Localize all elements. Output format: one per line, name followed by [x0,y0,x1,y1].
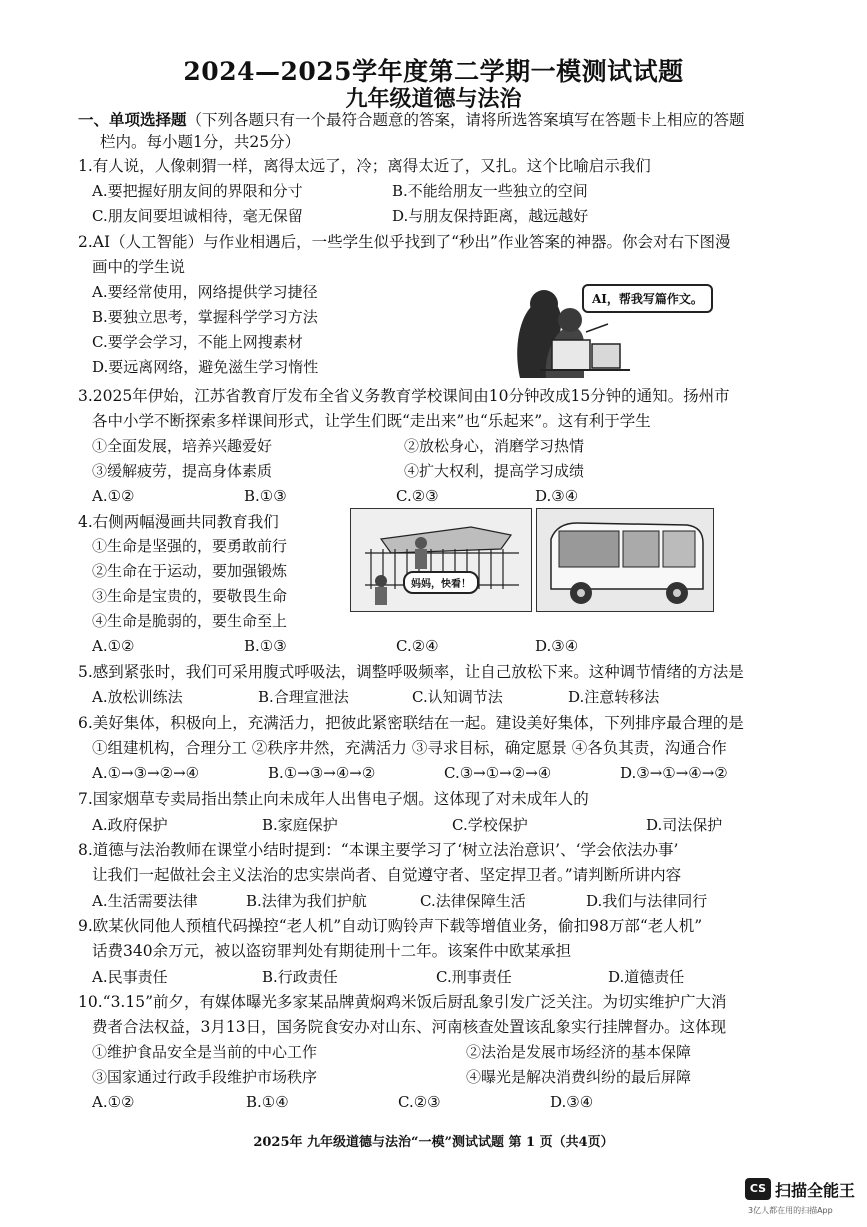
section-instructions-cont: 栏内。每小题1分，共25分） [100,133,301,151]
question-3-statement-2: ②放松身心，消磨学习热情 [404,437,585,455]
comic-speech-bubble: 妈妈，快看！ [403,571,479,594]
question-4-option-a: A.①② [92,637,135,655]
question-10-option-b: B.①④ [246,1093,289,1111]
question-4-option-b: B.①③ [244,637,287,655]
question-3-stem: 3.2025年伊始，江苏省教育厅发布全省义务教育学校课间由10分钟改成15分钟的通知。扬州市 [78,387,730,405]
question-8-option-d: D.我们与法律同行 [586,892,708,910]
question-4-option-c: C.②④ [396,637,439,655]
question-10-option-a: A.①② [92,1093,135,1111]
question-7-stem: 7.国家烟草专卖局指出禁止向未成年人出售电子烟。这体现了对未成年人的 [78,790,589,808]
question-3-option-a: A.①② [92,487,135,505]
question-2-option-a: A.要经常使用，网络提供学习捷径 [92,283,318,301]
cartoon-speech-bubble: AI，帮我写篇作文。 [582,284,713,313]
question-3-option-b: B.①③ [244,487,287,505]
question-10-option-d: D.③④ [550,1093,594,1111]
question-10-stem: 10.“3.15”前夕，有媒体曝光多家某品牌黄焖鸡米饭后厨乱象引发广泛关注。为切实维护广大消 [78,993,727,1011]
question-2-option-b: B.要独立思考，掌握科学学习方法 [92,308,318,326]
exam-title: 2024—2025学年度第二学期一模测试试题 [183,57,684,86]
scanner-app-tagline: 3亿人都在用的扫描App [748,1206,833,1215]
comic-right-bus [536,508,714,612]
comic-left-drawing [351,509,531,611]
question-3-statement-4: ④扩大权利，提高学习成绩 [404,462,585,480]
question-4-statement-2: ②生命在于运动，要加强锻炼 [92,562,288,580]
question-9-stem: 9.欧某伙同他人预植代码操控“老人机”自动订购铃声下载等增值业务，偷扣98万部“老人机” [78,917,703,935]
question-5-option-d: D.注意转移法 [568,688,660,706]
question-2-stem-cont: 画中的学生说 [92,258,186,276]
question-6-stem: 6.美好集体，积极向上，充满活力，把彼此紧密联结在一起。建设美好集体，下列排序最合理的是 [78,714,744,732]
question-1-option-c: C.朋友间要坦诚相待，毫无保留 [92,207,303,225]
question-3-statement-1: ①全面发展，培养兴趣爱好 [92,437,273,455]
question-8-option-b: B.法律为我们护航 [246,892,367,910]
question-8-stem: 8.道德与法治教师在课堂小结时提到：“本课主要学习了‘树立法治意识’、‘学会依法办事’ [78,841,679,859]
question-9-option-b: B.行政责任 [262,968,338,986]
question-4-stem: 4.右侧两幅漫画共同教育我们 [78,513,279,531]
question-6-option-b: B.①→③→④→② [268,764,376,782]
question-9-option-c: C.刑事责任 [436,968,512,986]
question-1-stem: 1.有人说，人像刺猬一样，离得太远了，冷；离得太近了，又扎。这个比喻启示我们 [78,157,651,175]
question-10-option-c: C.②③ [398,1093,441,1111]
section-heading: 一、单项选择题 [78,110,187,129]
question-1-option-d: D.与朋友保持距离，越远越好 [392,207,589,225]
ai-homework-cartoon [500,282,732,378]
comic-left-fence-accident [350,508,532,612]
question-6-option-d: D.③→①→④→② [620,764,728,782]
question-1-option-b: B.不能给朋友一些独立的空间 [392,182,588,200]
question-3-option-d: D.③④ [535,487,579,505]
question-7-option-c: C.学校保护 [452,816,528,834]
question-7-option-a: A.政府保护 [92,816,168,834]
question-1-option-a: A.要把握好朋友间的界限和分寸 [92,182,303,200]
comic-right-drawing [537,509,713,611]
question-5-option-a: A.放松训练法 [92,688,183,706]
page-footer: 2025年 九年级道德与法治“一模”测试试题 第 1 页（共4页） [253,1135,614,1150]
question-8-stem-cont: 让我们一起做社会主义法治的忠实崇尚者、自觉遵守者、坚定捍卫者。”请判断所讲内容 [92,866,682,884]
question-10-statement-1: ①维护食品安全是当前的中心工作 [92,1043,318,1061]
question-6-option-c: C.③→①→②→④ [444,764,552,782]
question-2-option-d: D.要远离网络，避免滋生学习惰性 [92,358,319,376]
section-instructions: （下列各题只有一个最符合题意的答案，请将所选答案填写在答题卡上相应的答题 [186,111,745,129]
question-5-option-c: C.认知调节法 [412,688,503,706]
question-6-option-a: A.①→③→②→④ [92,764,200,782]
question-10-statement-4: ④曝光是解决消费纠纷的最后屏障 [466,1068,692,1086]
question-4-statement-4: ④生命是脆弱的，要生命至上 [92,612,288,630]
question-9-stem-cont: 话费340余万元，被以盗窃罪判处有期徒刑十二年。该案件中欧某承担 [92,942,572,960]
question-5-option-b: B.合理宣泄法 [258,688,349,706]
scanner-app-name: 扫描全能王 [775,1181,856,1200]
question-8-option-c: C.法律保障生活 [420,892,526,910]
question-3-option-c: C.②③ [396,487,439,505]
section-heading-line [78,110,745,130]
question-9-option-d: D.道德责任 [608,968,685,986]
question-10-statement-3: ③国家通过行政手段维护市场秩序 [92,1068,318,1086]
question-8-option-a: A.生活需要法律 [92,892,198,910]
question-4-option-d: D.③④ [535,637,579,655]
question-2-stem: 2.AI（人工智能）与作业相遇后，一些学生似乎找到了“秒出”作业答案的神器。你会对右下图漫 [78,233,731,251]
question-10-stem-cont: 费者合法权益，3月13日，国务院食安办对山东、河南核查处置该乱象实行挂牌督办。这体现 [92,1018,727,1036]
question-10-statement-2: ②法治是发展市场经济的基本保障 [466,1043,692,1061]
scanner-logo-icon: CS [745,1178,771,1200]
exam-subtitle: 九年级道德与法治 [345,86,522,112]
question-5-stem: 5.感到紧张时，我们可采用腹式呼吸法，调整呼吸频率，让自己放松下来。这种调节情绪的方法是 [78,663,744,681]
question-3-stem-cont: 各中小学不断探索多样课间形式，让学生们既“走出来”也“乐起来”。这有利于学生 [92,412,651,430]
question-7-option-d: D.司法保护 [646,816,723,834]
question-2-option-c: C.要学会学习，不能上网搜素材 [92,333,303,351]
question-9-option-a: A.民事责任 [92,968,168,986]
question-4-statement-1: ①生命是坚强的，要勇敢前行 [92,537,288,555]
question-4-statement-3: ③生命是宝贵的，要敬畏生命 [92,587,288,605]
question-7-option-b: B.家庭保护 [262,816,338,834]
question-3-statement-3: ③缓解疲劳，提高身体素质 [92,462,273,480]
question-6-items: ①组建机构，合理分工 ②秩序井然，充满活力 ③寻求目标，确定愿景 ④各负其责，沟通合作 [92,739,727,757]
